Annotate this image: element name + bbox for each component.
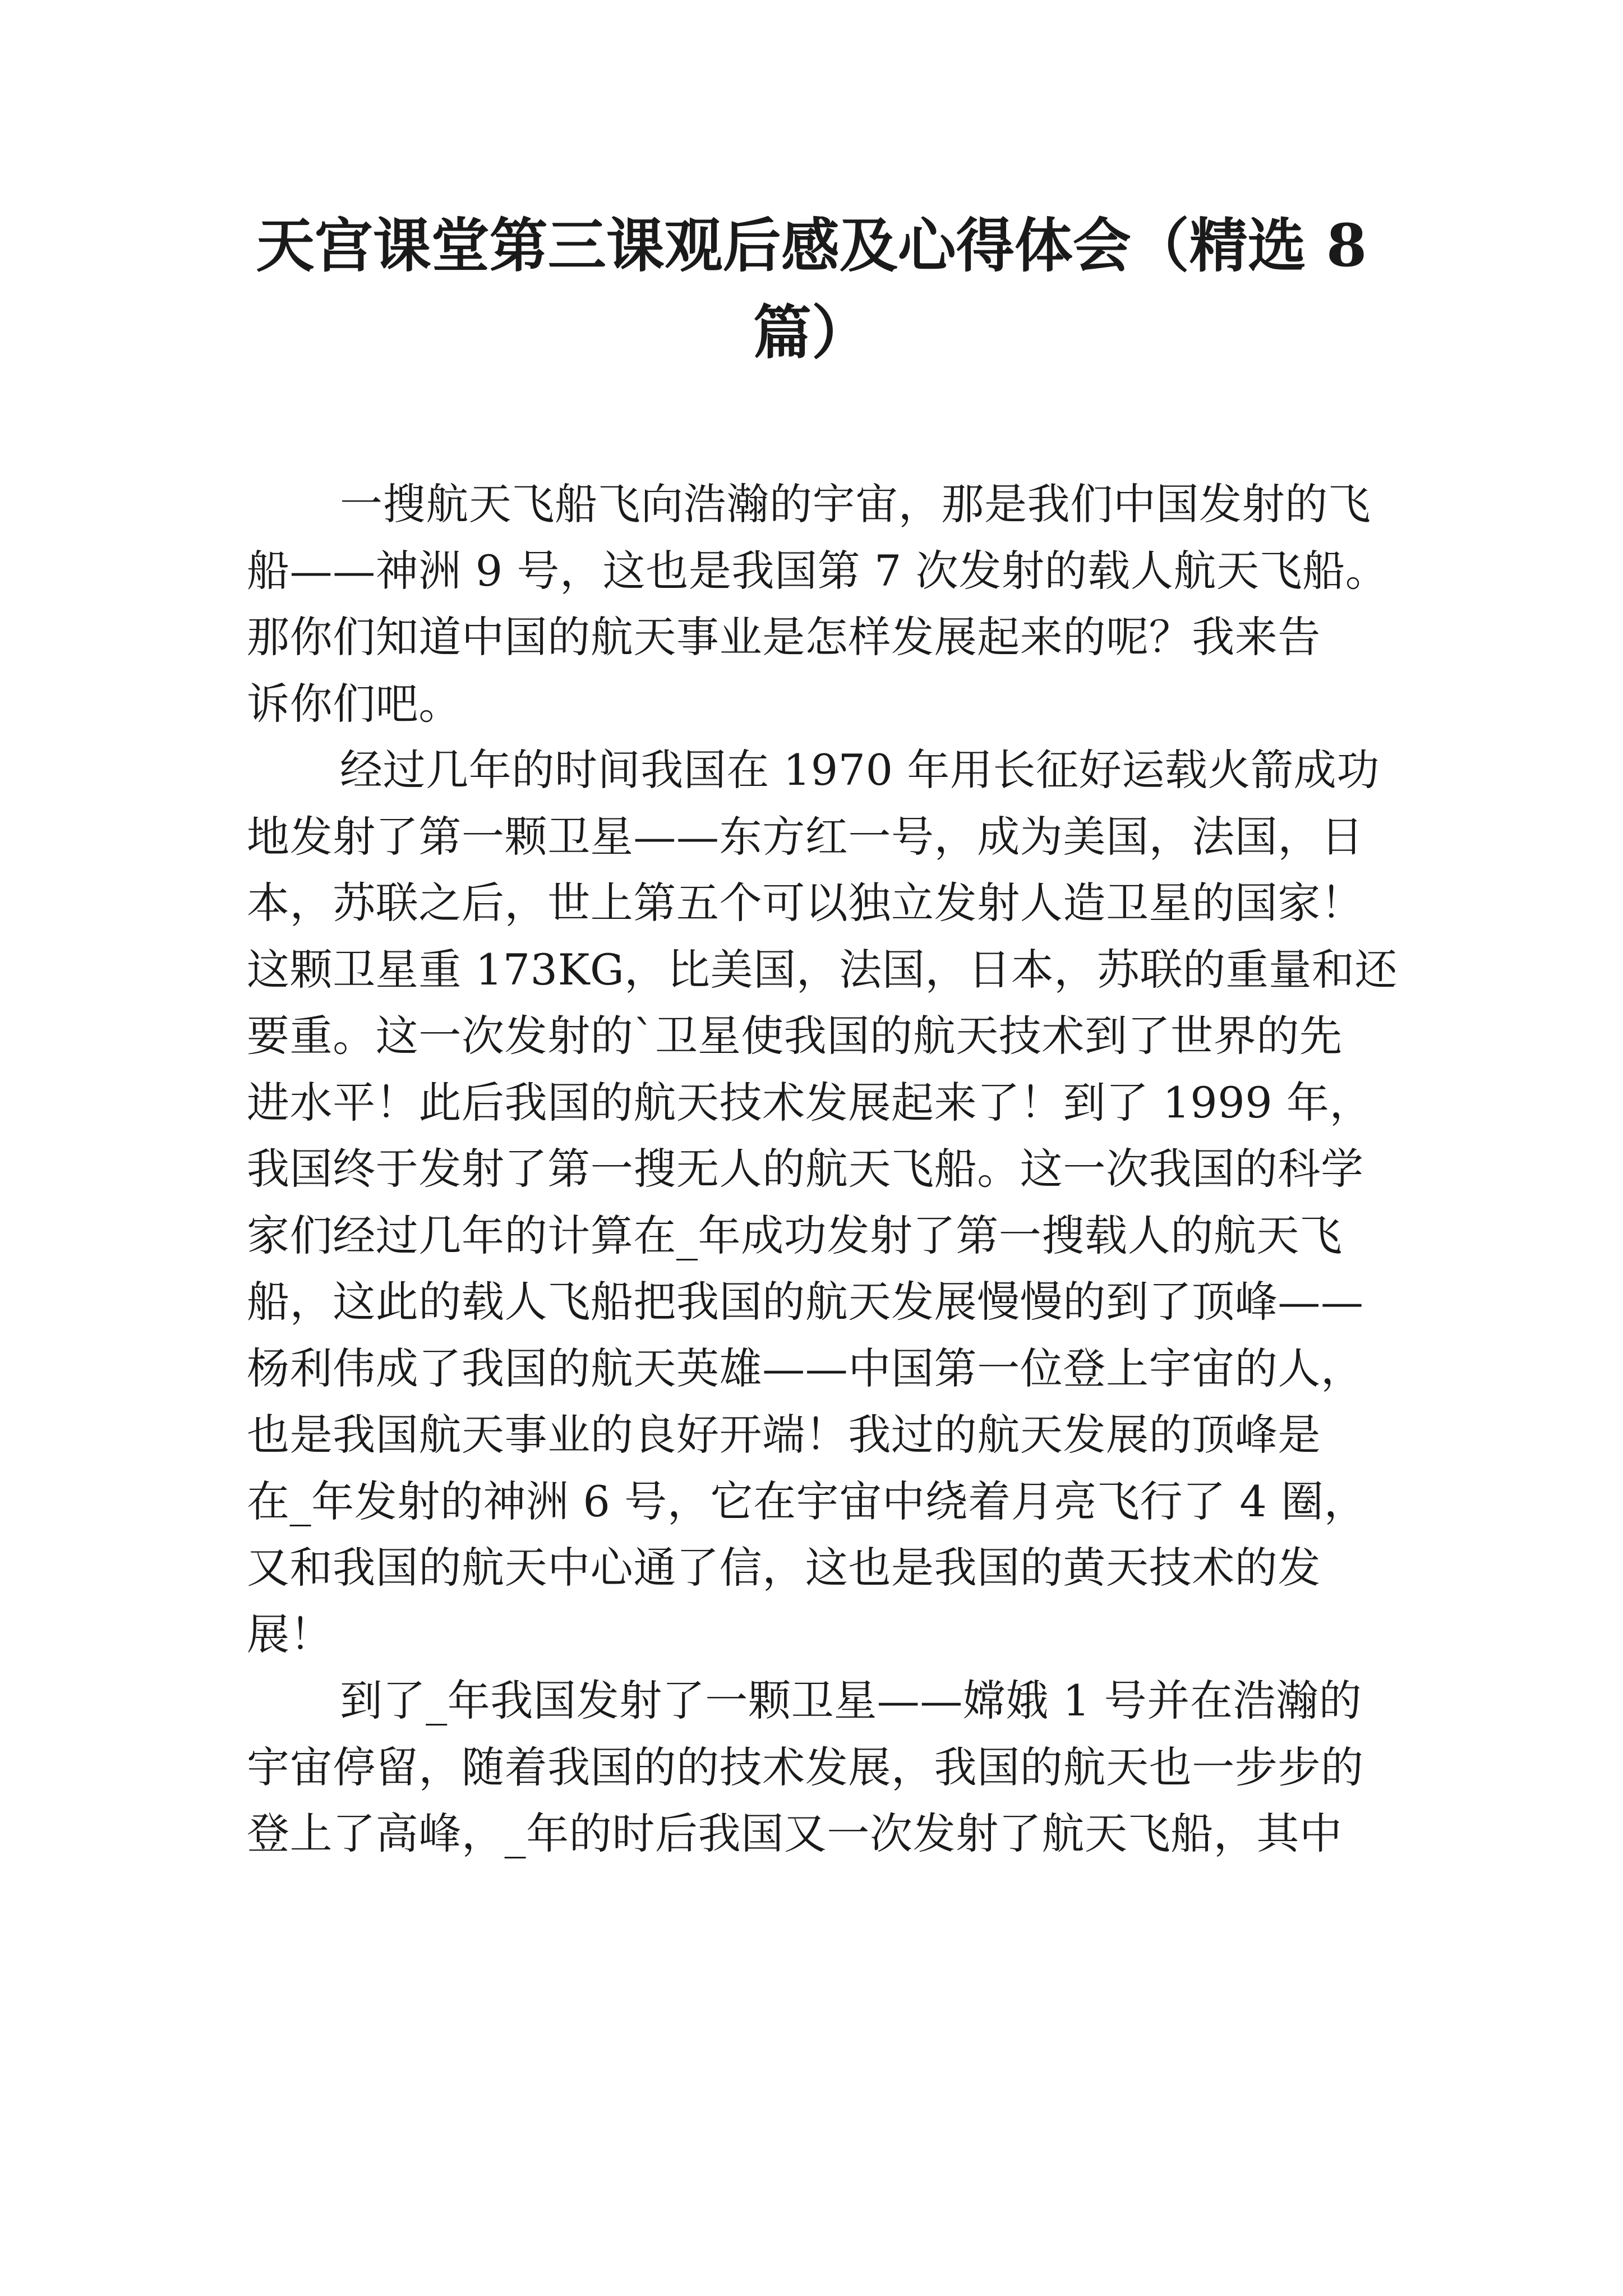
text-line: 经过几年的时间我国在 1970 年用长征好运载火箭成功 [340,745,1380,795]
text-line: 到了_年我国发射了一颗卫星——嫦娥 1 号并在浩瀚的 [340,1676,1362,1726]
text-line: 我国终于发射了第一搜无人的航天飞船。这一次我国的科学 [247,1144,1364,1194]
paragraph-3 [247,1668,1385,1867]
text-line: 又和我国的航天中心通了信，这也是我国的黄天技术的发 [247,1543,1321,1593]
paragraph-1 [247,471,1389,737]
text-line: 在_年发射的神洲 6 号，它在宇宙中绕着月亮飞行了 4 圈， [247,1476,1367,1526]
text-line: 诉你们吧。 [247,678,462,729]
text-line: 一搜航天飞船飞向浩瀚的宇宙，那是我们中国发射的飞 [340,479,1371,529]
text-line: 杨利伟成了我国的航天英雄——中国第一位登上宇宙的人， [247,1343,1364,1393]
text-line: 也是我国航天事业的良好开端！我过的航天发展的顶峰是 [247,1410,1321,1460]
text-line: 登上了高峰，_年的时后我国又一次发射了航天飞船，其中 [247,1809,1343,1858]
text-line: 进水平！此后我国的航天技术发展起来了！到了 1999 年， [247,1077,1373,1128]
text-line: 展！ [247,1609,333,1659]
document-body [247,471,1398,1867]
text-line: 船——神洲 9 号，这也是我国第 7 次发射的载人航天飞船。 [247,545,1389,596]
text-line: 宇宙停留，随着我国的的技术发展，我国的航天也一步步的 [247,1742,1364,1792]
document-title [247,202,1376,376]
text-line: 这颗卫星重 173KG，比美国，法国，日本，苏联的重量和还 [247,944,1398,995]
text-line: 地发射了第一颗卫星——东方红一号，成为美国，法国，日 [247,811,1364,862]
text-line: 本，苏联之后，世上第五个可以独立发射人造卫星的国家！ [247,878,1364,928]
text-line: 那你们知道中国的航天事业是怎样发展起来的呢？我来告 [247,612,1321,662]
text-line: 家们经过几年的计算在_年成功发射了第一搜载人的航天飞 [247,1210,1343,1260]
text-line: 船，这此的载人飞船把我国的航天发展慢慢的到了顶峰—— [247,1277,1364,1327]
text-line: 要重。这一次发射的`卫星使我国的航天技术到了世界的先 [247,1011,1343,1061]
paragraph-2 [247,737,1398,1668]
title-line: 篇） [753,298,870,367]
title-line: 天宫课堂第三课观后感及心得体会（精选 8 [256,211,1367,280]
